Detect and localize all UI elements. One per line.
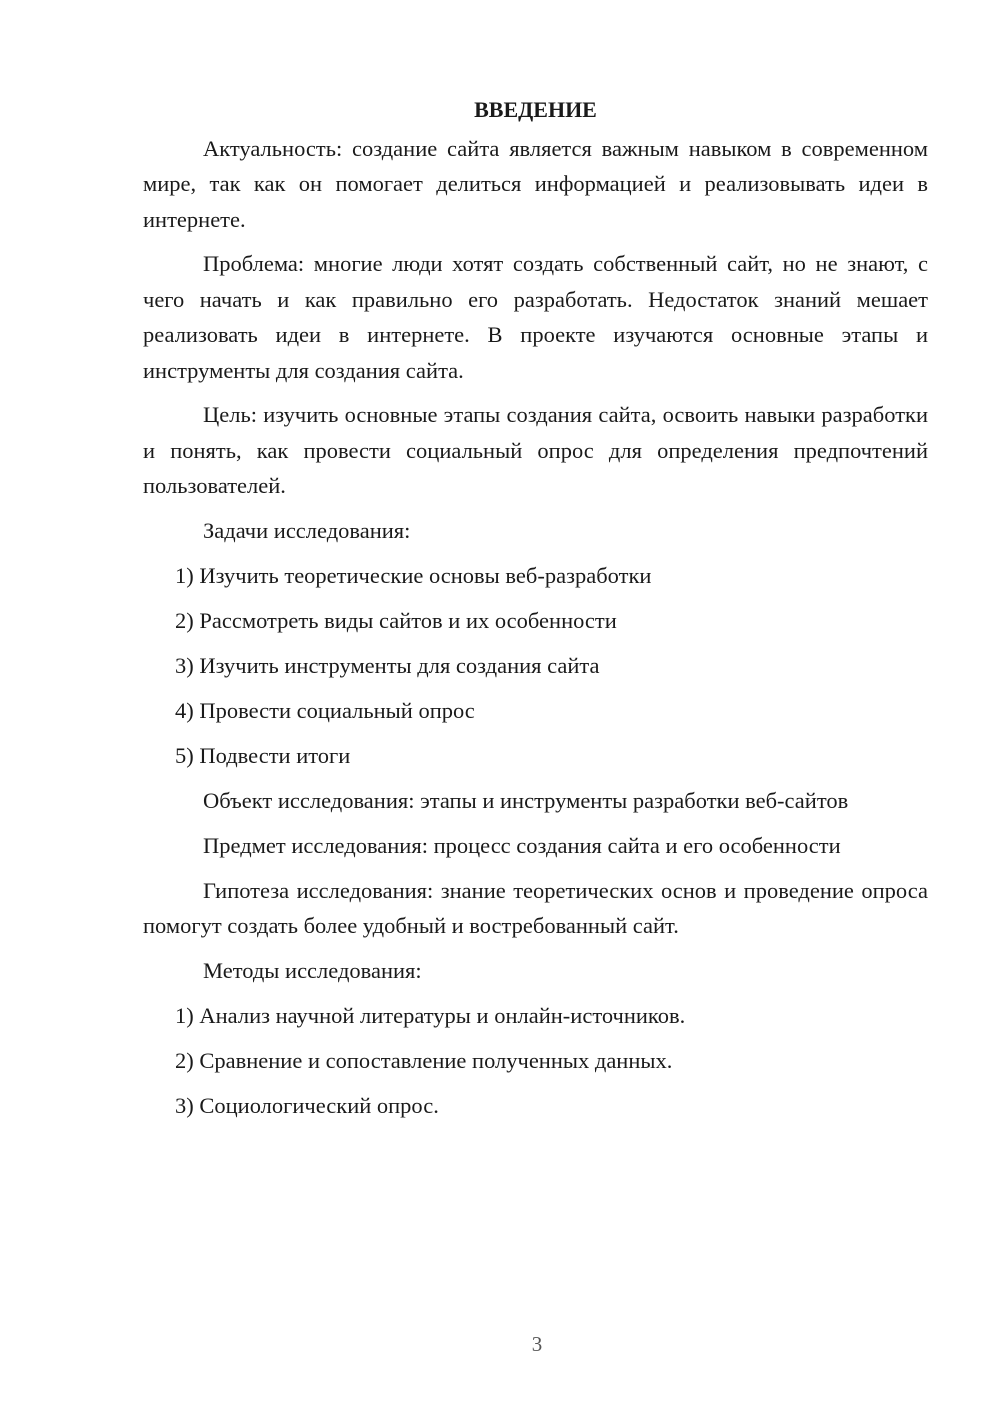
task-item: 4) Провести социальный опрос bbox=[175, 697, 475, 723]
task-item: 3) Изучить инструменты для создания сайта bbox=[175, 652, 600, 678]
goal-paragraph: Цель: изучить основные этапы создания сайта, освоить навыки разработки и понять, как провести социальный опрос для определения предпочтений пользователей. bbox=[143, 402, 928, 498]
methods-title: Методы исследования: bbox=[203, 957, 422, 983]
method-item: 3) Социологический опрос. bbox=[175, 1092, 439, 1118]
task-item: 1) Изучить теоретические основы веб-разработки bbox=[175, 562, 652, 588]
relevance-paragraph: Актуальность: создание сайта является важным навыком в современном мире, так как он помогает делиться информацией и реализовывать идеи в интернете. bbox=[143, 135, 928, 232]
task-item: 5) Подвести итоги bbox=[175, 742, 351, 768]
method-item: 1) Анализ научной литературы и онлайн-источников. bbox=[175, 1002, 686, 1028]
task-item: 2) Рассмотреть виды сайтов и их особенности bbox=[175, 607, 617, 633]
subject-line: Предмет исследования: процесс создания сайта и его особенности bbox=[203, 832, 841, 858]
object-line: Объект исследования: этапы и инструменты разработки веб-сайтов bbox=[203, 787, 849, 813]
method-item: 2) Сравнение и сопоставление полученных данных. bbox=[175, 1047, 673, 1073]
hypothesis-paragraph: Гипотеза исследования: знание теоретических основ и проведение опроса помогут создать более удобный и востребованный сайт. bbox=[143, 877, 928, 938]
problem-paragraph: Проблема: многие люди хотят создать собственный сайт, но не знают, с чего начать и как правильно его разработать. Недостаток знаний мешает реализовать идеи в интернете. В проекте изучаются основные этапы и инструменты для создания сайта. bbox=[143, 251, 928, 383]
section-heading: ВВЕДЕНИЕ bbox=[474, 97, 597, 122]
document-body bbox=[143, 92, 928, 1133]
tasks-title: Задачи исследования: bbox=[203, 517, 411, 543]
page-number: 3 bbox=[531, 1332, 543, 1356]
